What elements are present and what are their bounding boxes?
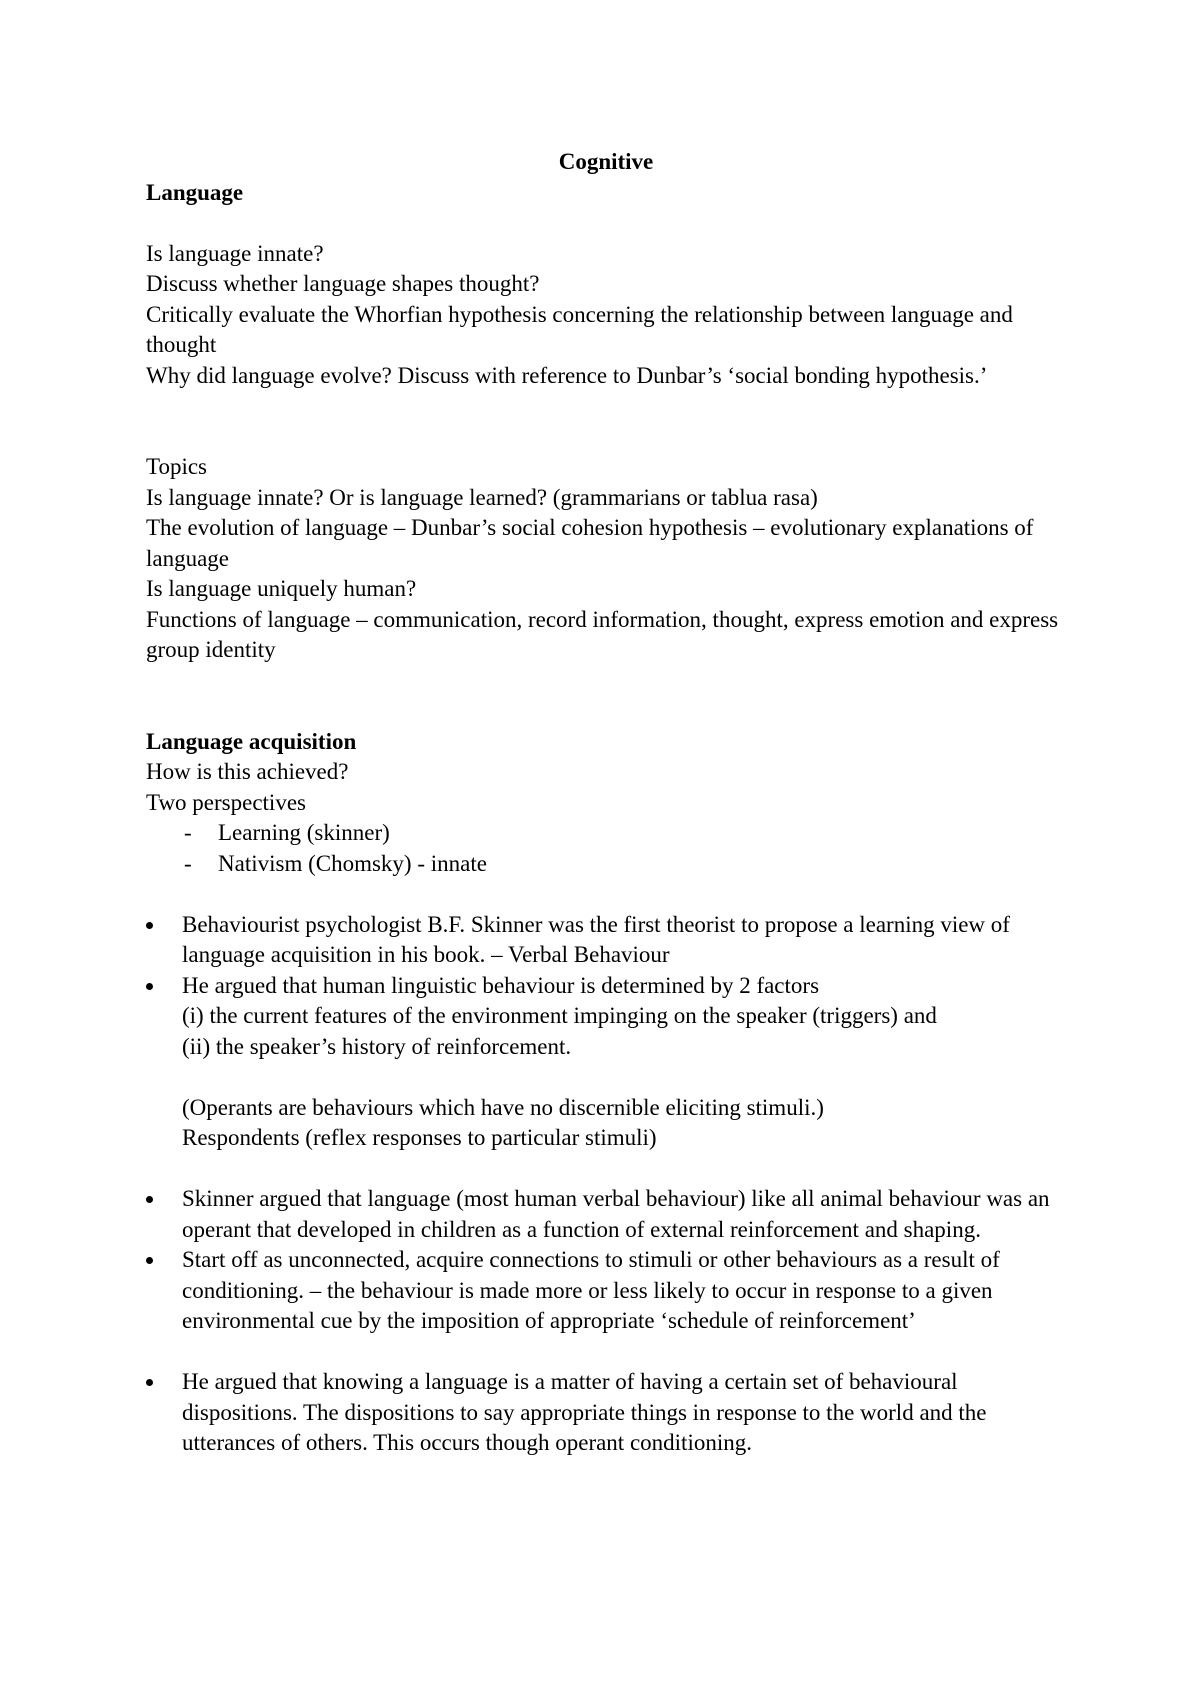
section-heading-acquisition: Language acquisition bbox=[146, 728, 357, 754]
intro-line: Two perspectives bbox=[146, 789, 306, 815]
dash-marker: - bbox=[184, 820, 192, 845]
dash-marker: - bbox=[184, 850, 192, 876]
list-item bbox=[146, 849, 1066, 880]
bullet-icon bbox=[146, 983, 153, 990]
document-body bbox=[146, 147, 1066, 1459]
bullet-icon bbox=[146, 1379, 153, 1386]
bullet-list bbox=[146, 910, 1066, 1002]
topic-line: Is language innate? Or is language learned? (grammarians or tablua rasa) bbox=[146, 484, 818, 510]
bullet-list bbox=[146, 1184, 1066, 1337]
list-item bbox=[146, 1245, 1066, 1337]
intro-line: How is this achieved? bbox=[146, 759, 349, 784]
definition-line: Respondents (reflex responses to particular stimuli) bbox=[182, 1125, 657, 1150]
list-item-text: Learning (skinner) bbox=[218, 820, 390, 845]
list-item-text: He argued that knowing a language is a matter of having a certain set of behavioural dispositions. The dispositions to say appropriate things in response to the world and the utterances of others. This occurs though operant conditioning. bbox=[182, 1369, 987, 1455]
list-item-text: Behaviourist psychologist B.F. Skinner was the first theorist to propose a learning view of language acquisition in his book. – Verbal Behaviour bbox=[182, 911, 1010, 967]
factor-line: (i) the current features of the environment impinging on the speaker (triggers) and bbox=[182, 1003, 937, 1028]
list-item bbox=[146, 1184, 1066, 1245]
list-item bbox=[146, 818, 1066, 849]
bullet-icon bbox=[146, 1257, 153, 1264]
question-line: Critically evaluate the Whorfian hypothesis concerning the relationship between language and thought bbox=[146, 301, 1013, 357]
list-item-text: Start off as unconnected, acquire connections to stimuli or other behaviours as a result of conditioning. – the behaviour is made more or less likely to occur in response to a given environmental cue by the imposition of appropriate ‘schedule of reinforcement’ bbox=[182, 1247, 1000, 1333]
section-heading-language: Language bbox=[146, 179, 244, 205]
bullet-icon bbox=[146, 922, 153, 929]
question-line: Discuss whether language shapes thought? bbox=[146, 271, 540, 296]
list-item-text: Skinner argued that language (most human verbal behaviour) like all animal behaviour was an operant that developed in children as a function of external reinforcement and shaping. bbox=[182, 1186, 1050, 1242]
topic-line: The evolution of language – Dunbar’s social cohesion hypothesis – evolutionary explanations of language bbox=[146, 515, 1034, 571]
definition-line: (Operants are behaviours which have no discernible eliciting stimuli.) bbox=[182, 1094, 824, 1120]
list-item bbox=[146, 971, 1066, 1002]
factor-line: (ii) the speaker’s history of reinforcement. bbox=[182, 1033, 572, 1059]
perspectives-list bbox=[146, 818, 1066, 879]
question-line: Is language innate? bbox=[146, 240, 324, 266]
list-item-text: Nativism (Chomsky) - innate bbox=[218, 850, 487, 876]
topic-line: Functions of language – communication, record information, thought, express emotion and express group identity bbox=[146, 606, 1059, 662]
page-title: Cognitive bbox=[558, 149, 654, 174]
bullet-icon bbox=[146, 1196, 153, 1203]
list-item-text: He argued that human linguistic behaviour is determined by 2 factors bbox=[182, 972, 820, 998]
list-item bbox=[146, 1367, 1066, 1459]
question-line: Why did language evolve? Discuss with reference to Dunbar’s ‘social bonding hypothesis.’ bbox=[146, 362, 988, 388]
topics-heading: Topics bbox=[146, 454, 207, 479]
bullet-list bbox=[146, 1367, 1066, 1459]
topic-line: Is language uniquely human? bbox=[146, 576, 417, 601]
list-item bbox=[146, 910, 1066, 971]
